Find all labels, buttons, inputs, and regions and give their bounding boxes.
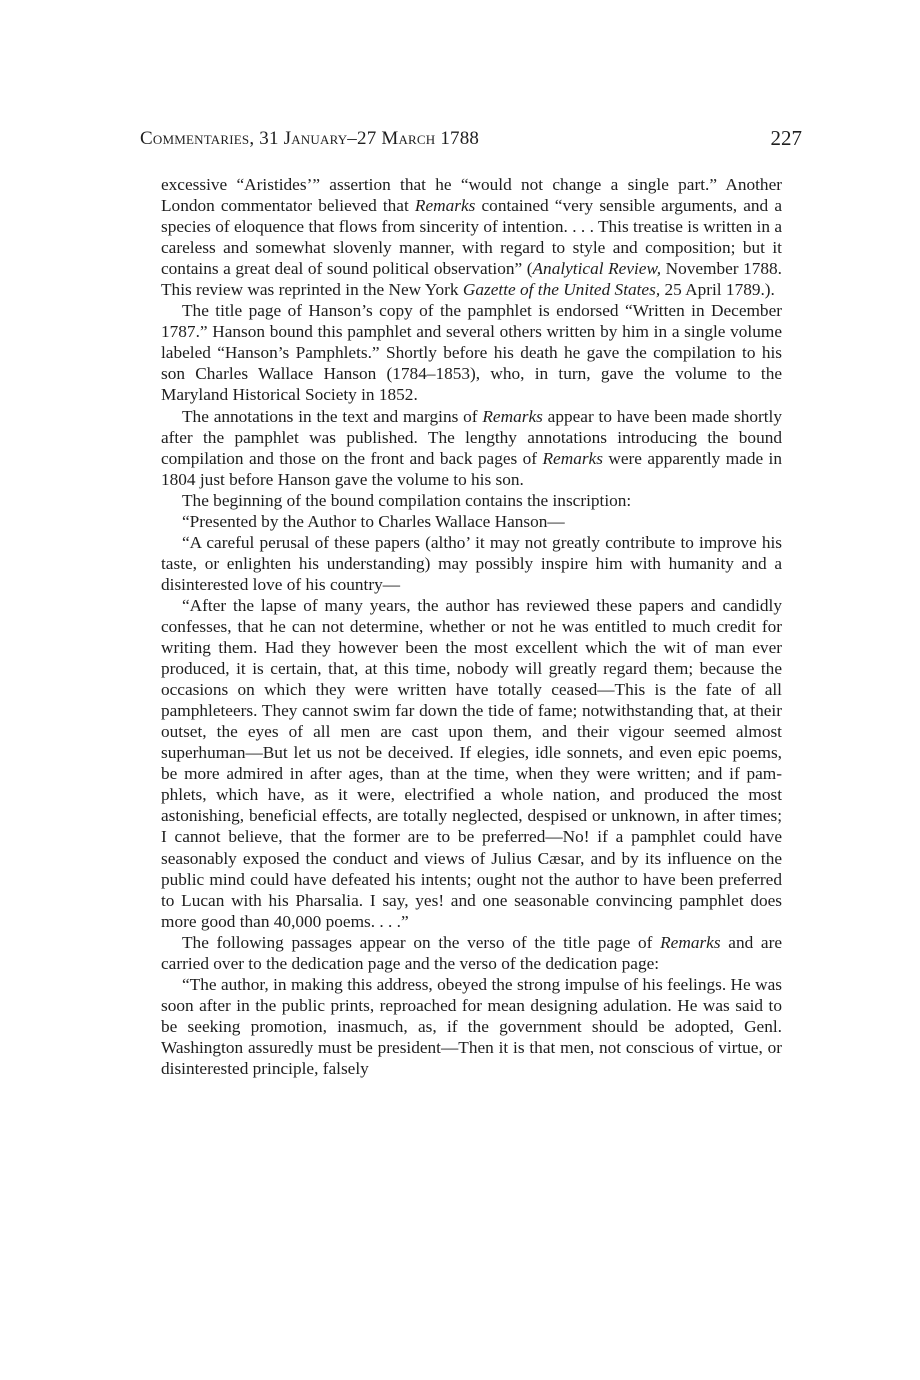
paragraph: The beginning of the bound compilation contains the inscription:: [182, 490, 632, 510]
text-run: November 1788. This review was reprinted in the New York: [161, 259, 782, 300]
running-head-title: Commentaries, 31 January–27 March 1788: [140, 128, 480, 149]
paragraph: [161, 932, 782, 974]
text-run: contained “very sensible arguments, and a species of eloquence that flows from sincerity of intention. . . . This treatise is written in a careless and somewhat slovenly manner, with regard to style and composition; but it contains a great deal of sound political observation” (: [161, 196, 782, 279]
running-head: [140, 128, 802, 158]
paragraph: The title page of Hanson’s copy of the pamphlet is endorsed “Written in December 1787.” Hanson bound this pamphlet and several others written by him in a single volume labeled “Hanson’s Pamphlets.” Shortly before his death he gave the compilation to his son Charles Wallace Hanson (1784–1853), who, in turn, gave the volume to the Maryland Historical Society in 1852.: [161, 301, 782, 405]
italic-title: Analytical Review,: [532, 259, 662, 279]
paragraph: [161, 406, 782, 490]
text-run: were apparently made in 1804 just before Hanson gave the volume to his son.: [161, 448, 783, 489]
text-run: appear to have been made shortly after the pamphlet was published. The lengthy annotations introducing the bound compilation and those on the front and back pages of: [161, 406, 782, 468]
italic-title: Gazette of the United States,: [462, 280, 661, 300]
quote-paragraph: “Presented by the Author to Charles Wallace Hanson—: [182, 511, 565, 531]
italic-title: Remarks: [660, 932, 721, 952]
text-run: and are carried over to the dedication page and the verso of the dedication page:: [161, 932, 783, 973]
text-run: The following passages appear on the verso of the title page of: [182, 932, 661, 952]
quote-paragraph: “A careful perusal of these papers (altho’ it may not greatly contribute to improve his taste, or enlighten his understanding) may possibly inspire him with humanity and a disinterested love of his country—: [161, 532, 782, 594]
text-run: The annotations in the text and margins of: [182, 406, 483, 426]
italic-title: Remarks: [482, 406, 543, 426]
quote-paragraph: “The author, in making this address, obeyed the strong impulse of his feelings. He was soon after in the public prints, reproached for mean designing adulation. He was said to be seeking promotion, inasmuch, as, if the government should be adopted, Genl. Washington assuredly must be president—Then it is that men, not conscious of virtue, or disinterested principle, falsely: [161, 974, 782, 1078]
italic-title: Remarks: [542, 448, 603, 468]
italic-title: Remarks: [414, 196, 476, 216]
quote-paragraph: “After the lapse of many years, the author has reviewed these papers and candidly confesses, that he can not determine, whether or not he was entitled to much credit for writing them. Had they however been the most excellent which the wit of man ever produced, it is certain, that, at this time, nobody will greatly regard them; because the occasions on which they were written have totally ceased—This is the fate of all pamphleteers. They cannot swim far down the tide of fame; notwithstanding that, at their outset, the eyes of all men are cast upon them, and their vigour seemed almost superhuman—But let us not be deceived. If elegies, idle sonnets, and even epic poems, be more admired in after ages, than at the time, when they were written; and if pamphlets, which have, as it were, electrified a whole nation, and produced the most astonishing, beneficial effects, are totally neglected, despised or unknown, in after times; I cannot believe, that the former are to be preferred—No! if a pamphlet could have seasonably exposed the conduct and views of Julius Cæsar, and by its influence on the public mind could have defeated his intents; ought not the author to have been preferred to Lucan with his Pharsalia. I say, yes! and one seasonable convincing pamphlet does more good than 40,000 poems. . . .”: [161, 595, 782, 931]
body-text: [161, 174, 782, 1079]
page-number: 227: [770, 126, 802, 150]
paragraph: [161, 174, 782, 300]
text-run: excessive “Aristides’” assertion that he “would not change a single part.” Another London commentator believed that: [161, 175, 782, 216]
text-run: 25 April 1789.).: [660, 280, 775, 300]
